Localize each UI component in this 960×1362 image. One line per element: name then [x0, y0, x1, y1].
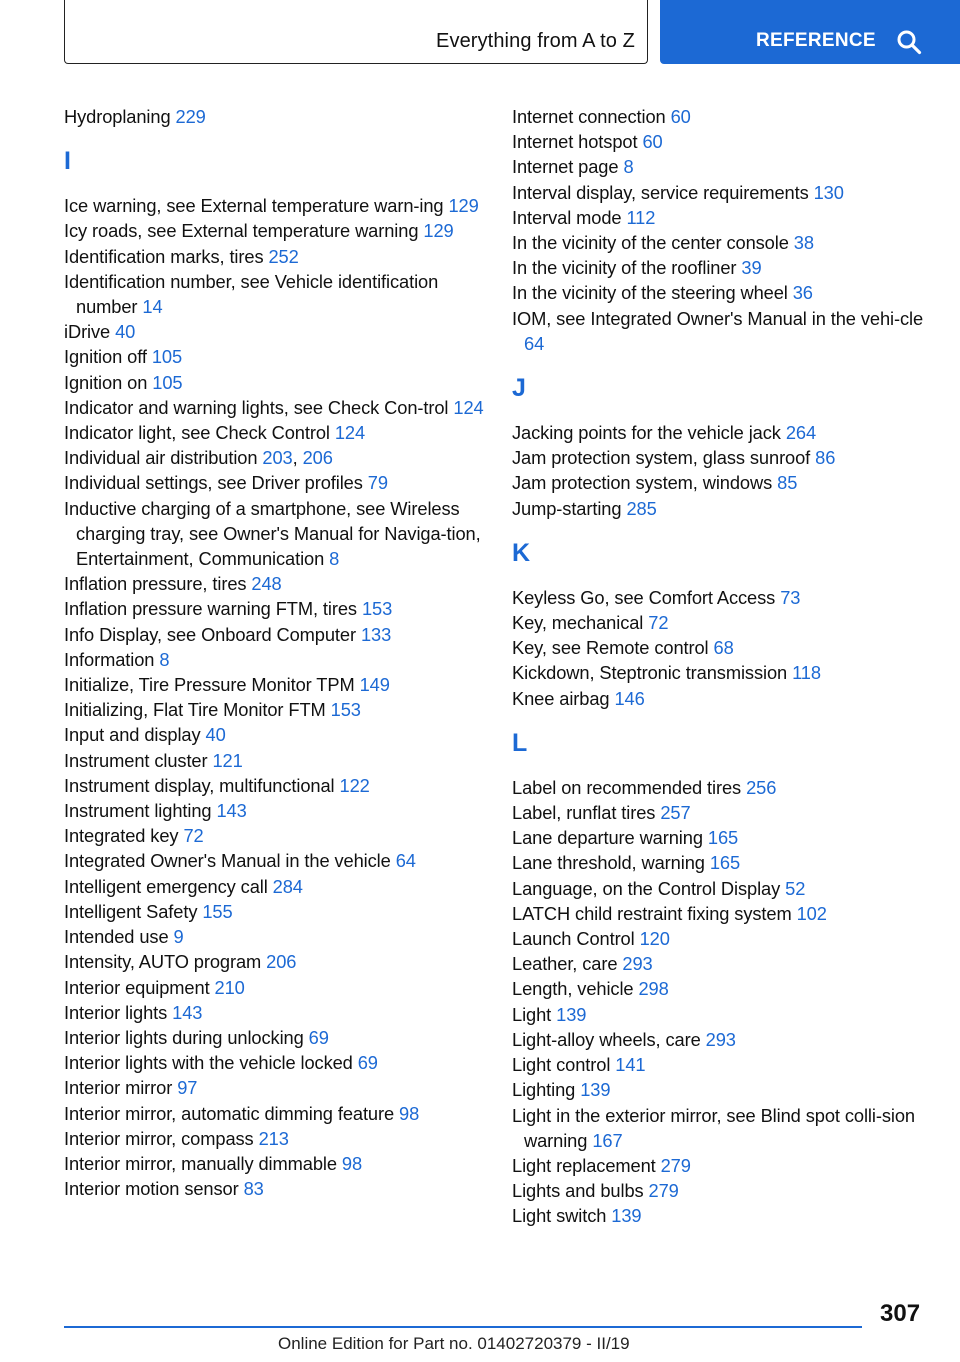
page-reference-link[interactable]: 213 [258, 1127, 289, 1149]
index-entry [64, 244, 484, 269]
index-entry [512, 775, 932, 800]
page-reference-link[interactable]: 129 [423, 220, 454, 242]
index-entry-text: Label, runflat tires [512, 802, 656, 824]
index-entry-text: Hydroplaning [64, 106, 171, 127]
page-reference-link[interactable]: 229 [175, 106, 206, 127]
index-entry [64, 218, 484, 243]
index-entry [512, 496, 932, 521]
page-reference-link[interactable]: 257 [660, 802, 691, 824]
index-entry-text: Lighting [512, 1079, 576, 1101]
index-entry [64, 1075, 484, 1100]
page-reference-link[interactable]: 72 [183, 825, 204, 847]
index-entry [64, 823, 484, 848]
index-entry [512, 850, 932, 875]
page-reference-link[interactable]: 98 [341, 1152, 363, 1174]
index-entry-text: Instrument display, multifunctional [64, 774, 335, 796]
page-reference-link[interactable]: 121 [212, 749, 243, 771]
index-entry-text: Light in the exterior mirror, see Blind spot colli-sion warning [512, 1104, 915, 1151]
index-column-left [64, 104, 484, 1201]
page-reference-link[interactable]: 298 [638, 978, 669, 1000]
index-entry-text: Interval display, service requirements [512, 181, 809, 203]
index-entry [64, 470, 484, 495]
index-entry-text: Intended use [64, 926, 169, 948]
index-entry-text: Interior lights during unlocking [64, 1026, 304, 1048]
index-entry [512, 180, 932, 205]
index-entry-text: Initializing, Flat Tire Monitor FTM [64, 699, 326, 721]
index-entry [512, 1178, 932, 1203]
index-entry [512, 686, 932, 711]
index-entry [64, 395, 484, 420]
index-entry-text: Icy roads, see External temperature warning [64, 220, 419, 242]
page-reference-link[interactable]: 165 [707, 827, 739, 849]
index-entry-text: Interior mirror, compass [64, 1127, 254, 1149]
index-entry-text: Initialize, Tire Pressure Monitor TPM [64, 674, 355, 696]
index-letter-heading: K [512, 538, 531, 567]
index-entry [64, 596, 484, 621]
index-entry-text: Ignition on [64, 371, 148, 393]
page-reference-link[interactable]: 141 [615, 1054, 646, 1076]
index-entry-text: Keyless Go, see Comfort Access [512, 586, 776, 608]
index-entry [64, 269, 484, 319]
page-reference-link[interactable]: 8 [159, 648, 170, 670]
index-entry-text: Jacking points for the vehicle jack [512, 422, 781, 444]
index-entry-text: Lane departure warning [512, 827, 703, 849]
page-reference-link[interactable]: 124 [453, 396, 484, 418]
index-letter-heading: I [64, 147, 71, 176]
index-entry [512, 205, 932, 230]
index-entry-text: Internet page [512, 156, 619, 178]
index-entry [512, 306, 932, 356]
index-entry [64, 924, 484, 949]
index-entry [64, 1000, 484, 1025]
index-entry-text: Lights and bulbs [512, 1180, 644, 1202]
index-entry [64, 1126, 484, 1151]
page-reference-link[interactable]: 40 [115, 321, 136, 343]
index-column-right [512, 104, 932, 1229]
index-entry [64, 975, 484, 1000]
page-reference-link[interactable]: 130 [813, 181, 844, 203]
index-entry-text: Inductive charging of a smartphone, see Wireless charging tray, see Owner's Manual for Naviga-tion, Entertainment, Communication [64, 497, 481, 570]
index-entry-text: Interior mirror [64, 1077, 173, 1099]
index-entry-text: Inflation pressure, tires [64, 573, 247, 595]
index-entry-text: Jam protection system, windows [512, 472, 773, 494]
index-entry-text: Indicator light, see Check Control [64, 422, 330, 444]
page-reference-link[interactable]: 153 [330, 699, 361, 721]
index-entry-text: Knee airbag [512, 687, 610, 709]
index-entry-text: Integrated key [64, 825, 179, 847]
page-reference-link[interactable]: 86 [815, 447, 836, 469]
index-entry [512, 635, 932, 660]
index-letter-heading: L [512, 728, 528, 757]
index-entry-text: Lane threshold, warning [512, 852, 705, 874]
index-entry-text: Information [64, 648, 155, 670]
index-entry-text: Ice warning, see External temperature warn-ing [64, 195, 444, 217]
index-entry-text: Identification number, see Vehicle identification number [64, 270, 439, 318]
page-reference-link[interactable]: 165 [709, 852, 741, 874]
page-reference-link[interactable]: 203 [262, 447, 293, 469]
index-entry [512, 1203, 932, 1228]
index-entry-text: Launch Control [512, 928, 635, 950]
page-reference-link[interactable]: 72 [648, 612, 669, 634]
index-entry: Individual air distribution 203, 206 [64, 447, 333, 469]
index-entry-text: Intelligent Safety [64, 900, 198, 922]
index-entry-text: Individual settings, see Driver profiles [64, 472, 363, 494]
page-reference-link[interactable]: 8 [623, 156, 634, 178]
page-reference-link[interactable]: 79 [367, 472, 388, 494]
page-reference-link[interactable]: 39 [741, 257, 762, 279]
index-entry [64, 798, 484, 823]
page-reference-link[interactable]: 64 [395, 850, 416, 872]
index-entry-text: Light switch [512, 1205, 607, 1227]
index-entry [64, 647, 484, 672]
index-entry [512, 129, 932, 154]
index-entry-text: Intensity, AUTO program [64, 951, 262, 973]
index-entry-text: Internet connection [512, 106, 666, 127]
page-reference-link[interactable]: 36 [792, 282, 813, 304]
index-entry [512, 445, 932, 470]
page-reference-link[interactable]: 60 [642, 131, 663, 153]
page-reference-link[interactable]: 210 [214, 976, 245, 998]
index-entry-text: Interior mirror, automatic dimming feature [64, 1102, 395, 1124]
index-entry-text: Indicator and warning lights, see Check Con-trol [64, 396, 449, 418]
page-reference-link[interactable]: 105 [151, 346, 183, 368]
index-entry [512, 1027, 932, 1052]
page-reference-link[interactable]: 284 [272, 875, 303, 897]
index-entry-text: In the vicinity of the roofliner [512, 257, 737, 279]
index-entry [512, 926, 932, 951]
index-entry-text: Key, mechanical [512, 612, 644, 634]
page-reference-link[interactable]: 206 [266, 951, 297, 973]
index-entry-text: Ignition off [64, 346, 147, 368]
index-entry [64, 1025, 484, 1050]
page-reference-link[interactable]: 98 [399, 1102, 420, 1124]
search-icon[interactable] [896, 29, 922, 55]
index-entry [64, 722, 484, 747]
page-reference-link[interactable]: 85 [777, 472, 798, 494]
index-entry [512, 585, 932, 610]
page-reference-link[interactable]: 264 [785, 422, 817, 444]
index-entry-text: Length, vehicle [512, 978, 634, 1000]
index-entry-text: Internet hotspot [512, 131, 638, 153]
index-entry-text: Interior lights with the vehicle locked [64, 1052, 353, 1074]
index-entry-text: Interior mirror, manually dimmable [64, 1152, 337, 1174]
page-reference-link[interactable]: 143 [172, 1001, 203, 1023]
index-entry-text: Language, on the Control Display [512, 877, 781, 899]
page-reference-link[interactable]: 64 [524, 332, 545, 354]
index-entry [64, 1176, 484, 1201]
page-reference-link[interactable]: 285 [626, 497, 657, 519]
index-entry [512, 951, 932, 976]
index-entry [512, 610, 932, 635]
page-reference-link[interactable]: 129 [448, 195, 479, 217]
page-reference-link[interactable]: 118 [792, 662, 821, 684]
index-entry-text: Interval mode [512, 206, 622, 228]
index-entry [512, 825, 932, 850]
index-entry [512, 230, 932, 255]
index-entry-text: LATCH child restraint fixing system [512, 902, 792, 924]
page-reference-link[interactable]: 167 [592, 1129, 623, 1151]
index-entry [512, 420, 932, 445]
index-entry [64, 193, 484, 218]
index-entry [64, 370, 484, 395]
index-entry [512, 660, 932, 685]
index-entry-text: Inflation pressure warning FTM, tires [64, 598, 357, 620]
index-entry-text: Instrument cluster [64, 749, 208, 771]
page-reference-link[interactable]: 293 [705, 1028, 736, 1050]
index-entry [64, 420, 484, 445]
page-reference-link[interactable]: 68 [713, 637, 734, 659]
index-entry [64, 748, 484, 773]
index-letter-heading: J [512, 374, 526, 403]
index-entry-text: Key, see Remote control [512, 637, 709, 659]
index-entry [512, 876, 932, 901]
index-entry [64, 496, 484, 572]
index-entry-text: Light [512, 1003, 552, 1025]
index-entry [64, 874, 484, 899]
page-reference-link[interactable]: 112 [626, 206, 656, 228]
index-entry [512, 255, 932, 280]
page-reference-link[interactable]: 149 [359, 674, 390, 696]
page-reference-link[interactable]: 105 [152, 371, 183, 393]
page-reference-link[interactable]: 14 [142, 296, 163, 318]
page-reference-link[interactable]: 133 [360, 623, 392, 645]
index-entry-text: iDrive [64, 321, 111, 343]
index-entry [64, 773, 484, 798]
page-reference-link[interactable]: 155 [202, 900, 233, 922]
page-reference-link[interactable]: 139 [580, 1079, 611, 1101]
page-reference-link[interactable]: 139 [556, 1003, 587, 1025]
index-entry [512, 1002, 932, 1027]
page-reference-link[interactable]: 279 [660, 1154, 691, 1176]
index-entry-text: In the vicinity of the center console [512, 232, 789, 254]
index-entry [64, 344, 484, 369]
page-reference-link[interactable]: 143 [216, 800, 247, 822]
section-title: Everything from A to Z [436, 30, 635, 52]
page-reference-link[interactable]: 139 [611, 1205, 642, 1227]
index-entry-text: Integrated Owner's Manual in the vehicle [64, 850, 391, 872]
edition-footer: Online Edition for Part no. 01402720379 - II/19 [278, 1334, 630, 1353]
index-entry-text: Intelligent emergency call [64, 875, 268, 897]
page-reference-link[interactable]: 73 [780, 586, 801, 608]
index-entry-text: Individual air distribution [64, 447, 258, 469]
page-number: 307 [880, 1300, 921, 1327]
index-entry [64, 697, 484, 722]
index-entry [512, 901, 932, 926]
page-reference-link[interactable]: 38 [793, 232, 814, 254]
index-entry-text: Light-alloy wheels, care [512, 1028, 701, 1050]
index-entry [64, 899, 484, 924]
page-reference-link[interactable]: 122 [339, 774, 370, 796]
index-entry [512, 1052, 932, 1077]
page-reference-link[interactable]: 293 [622, 953, 653, 975]
index-entry [64, 1101, 484, 1126]
page-reference-link[interactable]: 252 [268, 245, 299, 267]
index-entry-text: IOM, see Integrated Owner's Manual in the vehi-cle [512, 307, 924, 329]
index-entry [64, 622, 484, 647]
index-entry [512, 280, 932, 305]
page-reference-link[interactable]: 102 [796, 902, 827, 924]
page-reference-link[interactable]: 60 [670, 106, 691, 127]
page-reference-link[interactable]: 256 [746, 776, 777, 798]
index-entry [64, 848, 484, 873]
index-entry-text: Light control [512, 1054, 611, 1076]
index-entry-text: Info Display, see Onboard Computer [64, 623, 356, 645]
index-entry [512, 470, 932, 495]
index-entry-text: Identification marks, tires [64, 245, 264, 267]
page-reference-link[interactable]: 69 [357, 1052, 378, 1074]
index-entry-text: Jam protection system, glass sunroof [512, 447, 811, 469]
index-entry [512, 1077, 932, 1102]
index-entry [512, 154, 932, 179]
index-entry-text: Instrument lighting [64, 800, 212, 822]
index-entry-text: Leather, care [512, 953, 618, 975]
page-reference-link[interactable]: 69 [308, 1026, 329, 1048]
index-entry [64, 1151, 484, 1176]
page-reference-link[interactable]: 83 [243, 1178, 264, 1200]
index-entry [64, 672, 484, 697]
page-reference-link[interactable]: 52 [785, 877, 806, 899]
page-reference-link[interactable]: 146 [614, 687, 645, 709]
reference-tab-label: REFERENCE [756, 30, 876, 51]
index-entry [512, 1103, 932, 1153]
index-entry [64, 104, 484, 129]
page-reference-link[interactable]: 206 [302, 447, 333, 469]
page-reference-link[interactable]: 97 [177, 1077, 198, 1099]
index-entry [512, 1153, 932, 1178]
index-entry-text: Label on recommended tires [512, 776, 742, 798]
page-reference-link[interactable]: 8 [329, 548, 340, 570]
page-reference-link[interactable]: 9 [173, 926, 184, 948]
page-reference-link[interactable]: 120 [639, 928, 670, 950]
page-reference-link[interactable]: 40 [205, 724, 226, 746]
page-reference-link[interactable]: 248 [251, 573, 282, 595]
reference-tab[interactable] [660, 0, 960, 64]
index-entry [64, 571, 484, 596]
index-entry [512, 976, 932, 1001]
index-entry-text: Interior lights [64, 1001, 168, 1023]
index-entry-text: Light replacement [512, 1154, 656, 1176]
index-entry-text: In the vicinity of the steering wheel [512, 282, 788, 304]
page-reference-link[interactable]: 279 [648, 1180, 679, 1202]
index-entry-text: Kickdown, Steptronic transmission [512, 662, 788, 684]
index-entry [512, 800, 932, 825]
index-entry-text: Jump-starting [512, 497, 622, 519]
footer-divider [64, 1326, 862, 1328]
index-entry-text: Interior equipment [64, 976, 210, 998]
page-reference-link[interactable]: 124 [334, 422, 366, 444]
header-section-box [64, 0, 648, 64]
index-entry [64, 949, 484, 974]
index-entry [512, 104, 932, 129]
page-reference-link[interactable]: 153 [361, 598, 393, 620]
index-entry [64, 319, 484, 344]
index-entry-text: Interior motion sensor [64, 1178, 239, 1200]
index-entry [64, 1050, 484, 1075]
index-entry-text: Input and display [64, 724, 201, 746]
